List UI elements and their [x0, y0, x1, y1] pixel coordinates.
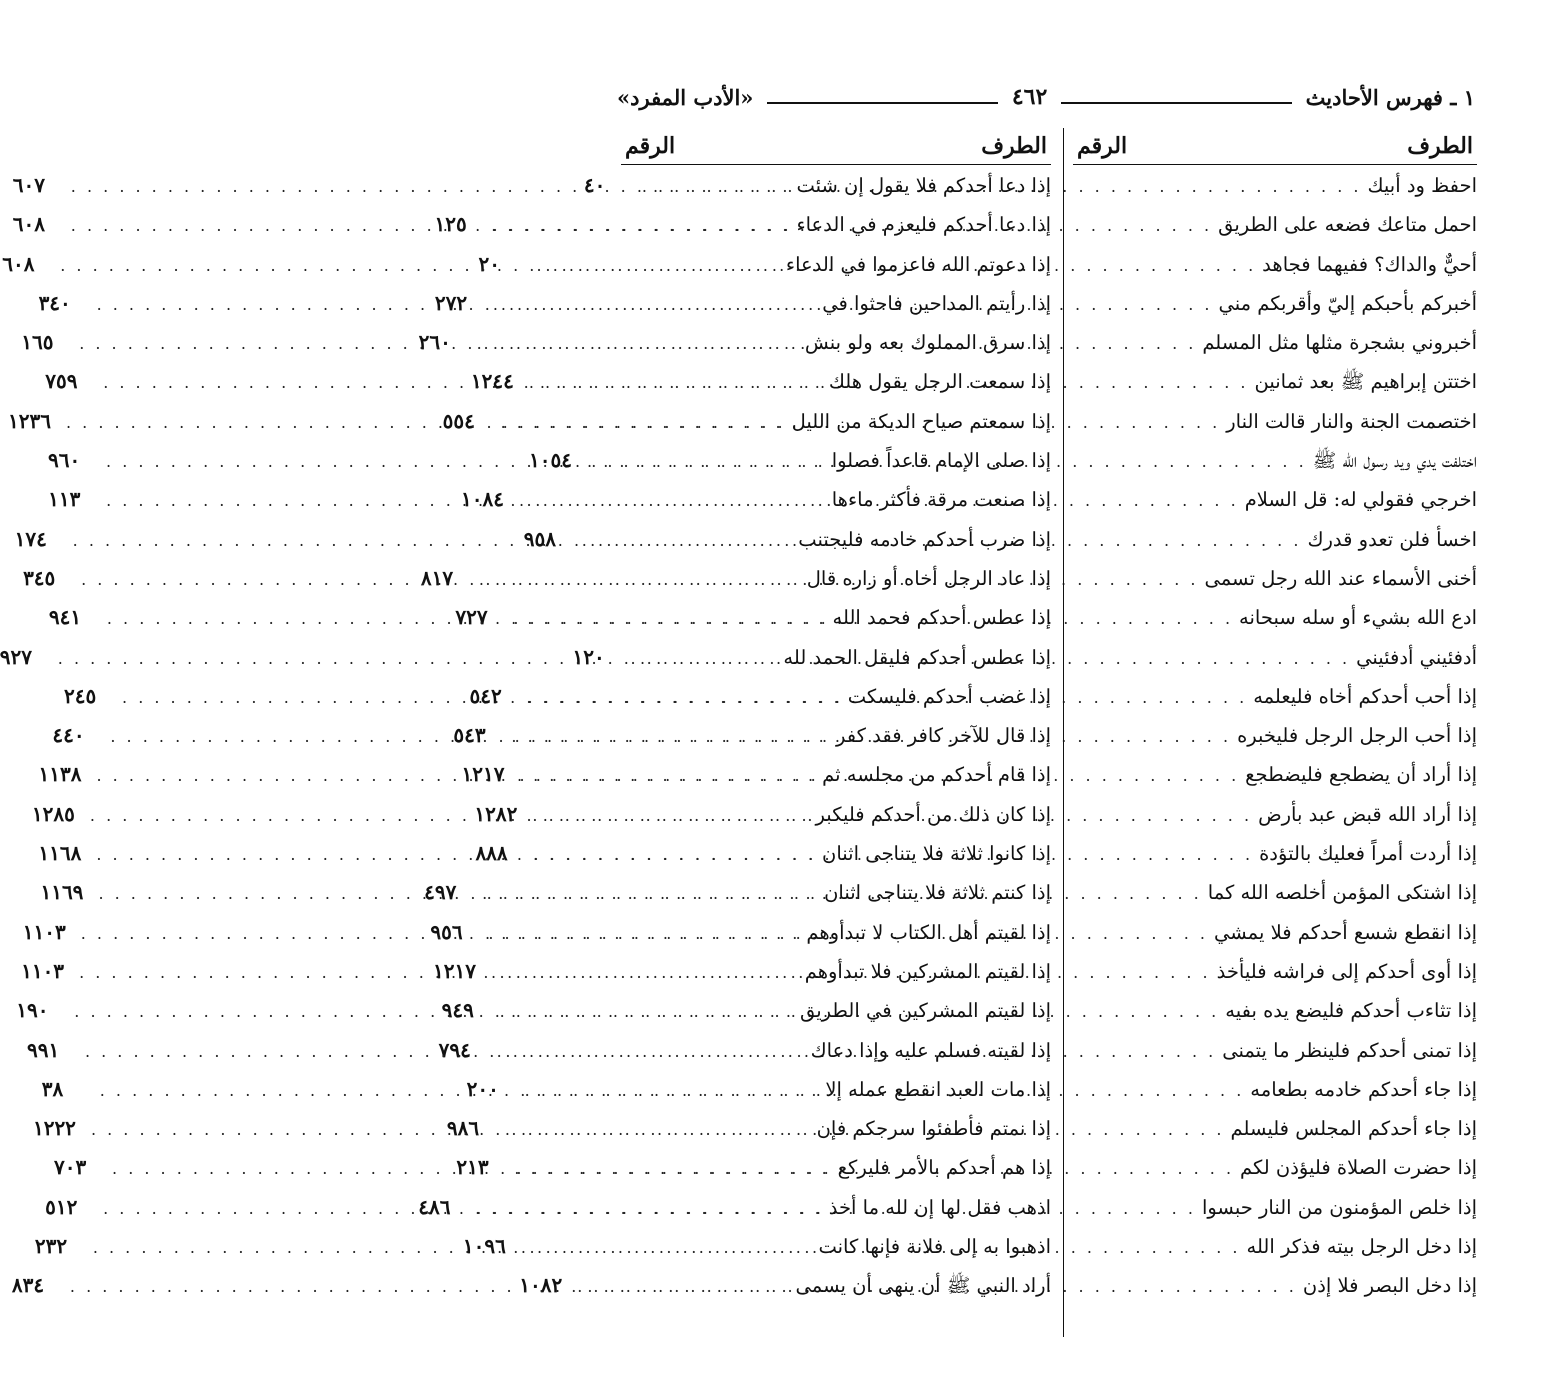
entry-text: ادع الله بشيء أو سله سبحانه — [1239, 606, 1477, 630]
chapter-title: ١ ـ فهرس الأحاديث — [1305, 84, 1475, 110]
entry-number: ٨٨٨ — [475, 841, 508, 866]
entry-number: ١٠٨٤ — [461, 487, 504, 512]
entry-text: أراد النبي ﷺ أن ينهى أن يسمى — [795, 1274, 1051, 1298]
entry-number: ١٢٤٤ — [470, 369, 514, 394]
leader-dots — [103, 373, 823, 392]
entry-number: ٤٩٧ — [424, 880, 457, 905]
entry-text: أدفئيني أدفئيني — [1356, 645, 1477, 669]
entry-number: ٥٤٢ — [469, 683, 502, 708]
entry-text: إذا لقيتم المشركين فلا تبدأوهم — [804, 959, 1051, 983]
entry-number: ٢١٣ — [456, 1155, 489, 1180]
entry-text: إذا هم أحدكم بالأمر فليركع — [837, 1156, 1051, 1180]
entry-number: ١١٦٩ — [40, 880, 84, 905]
entry-number: ١١٠٣ — [21, 958, 65, 983]
leader-dots — [74, 1002, 794, 1021]
entry-number: ٥٤٣ — [453, 723, 486, 748]
entry-text: إذا صلى الإمام قاعداً فصلوا — [831, 449, 1051, 473]
entry-number: ٣٤٥ — [23, 565, 56, 590]
entry-text: إذا حضرت الصلاة فليؤذن لكم — [1240, 1156, 1477, 1180]
entry-number: ٢٠ — [478, 251, 500, 276]
entry-text: إذا أردت أمراً فعليك بالتؤدة — [1259, 842, 1477, 866]
leader-dots — [81, 924, 801, 943]
leader-dots — [58, 649, 778, 668]
entry-text: إذا جاء أحدكم المجلس فليسلم — [1230, 1117, 1477, 1141]
leader-dots — [100, 1081, 820, 1100]
entry-number: ١١٠٣ — [22, 919, 66, 944]
entry-number: ٩٤٩ — [441, 998, 474, 1023]
entry-number: ١٢٨٥ — [31, 801, 75, 826]
leader-dots — [66, 413, 786, 432]
entry-text: إذا أوى أحدكم إلى فراشه فليأخذ — [1216, 959, 1477, 983]
entry-number: ٤٤٠ — [52, 723, 85, 748]
leader-dots — [79, 963, 799, 982]
entry-number: ١٢٠ — [572, 644, 605, 669]
entry-text: إذا ضرب أحدكم خادمه فليجتنب — [798, 527, 1051, 551]
leader-dots — [71, 177, 791, 196]
entry-text: إذا خلص المؤمنون من النار حبسوا — [1201, 1195, 1477, 1219]
leader-dots — [103, 1199, 823, 1218]
leader-dots — [85, 1042, 805, 1061]
entry-number: ١٢١٧ — [432, 958, 476, 983]
entry-number: ٢٦٠ — [418, 330, 451, 355]
entry-text: إذا دعوتم الله فاعزموا في الدعاء — [785, 252, 1051, 276]
entry-number: ٢٤٥ — [64, 683, 97, 708]
entry-text: إذا أحب أحدكم أخاه فليعلمه — [1253, 684, 1477, 708]
entry-text: اذهبوا به إلى فلانة فإنها كانت — [818, 1235, 1051, 1259]
entry-text: أحيٌّ والداك؟ ففيهما فجاهد — [1262, 252, 1477, 276]
entry-number: ١٠٨٢ — [519, 1273, 563, 1298]
leader-dots — [106, 491, 826, 510]
entry-text: اخسأ فلن تعدو قدرك — [1307, 527, 1477, 551]
entry-text: إذا تمنى أحدكم فلينظر ما يتمنى — [1222, 1038, 1477, 1062]
column-header-term: الطرف — [981, 133, 1047, 159]
entry-text: إذا أراد الله قبض عبد بأرض — [1258, 802, 1477, 826]
entry-number: ١٠٥٤ — [529, 448, 572, 473]
entry-text: إذا قام أحدكم من مجلسه ثم — [822, 763, 1051, 787]
entry-text: إذا قال للآخر كافر فقد كفر — [836, 724, 1051, 748]
entry-text: إذا عاد الرجل أخاه أو زاره قال — [806, 566, 1051, 590]
leader-dots — [106, 452, 826, 471]
entry-number: ٤٨٦ — [418, 1194, 451, 1219]
entry-text: إذا تثاءب أحدكم فليضع يده بفيه — [1225, 999, 1477, 1023]
entry-number: ٧٥٩ — [45, 369, 78, 394]
header-rule-left — [767, 102, 997, 104]
entry-number: ١٢٨٢ — [474, 801, 518, 826]
entry-number: ٨١٧ — [420, 565, 454, 590]
leader-dots — [60, 256, 780, 275]
entry-text: اختتن إبراهيم ﷺ بعد ثمانين — [1254, 370, 1477, 394]
entry-number: ٣٤٠ — [38, 290, 71, 315]
entry-text: إذا دخل الرجل بيته فذكر الله — [1246, 1235, 1477, 1259]
entry-number: ٨٣٤ — [11, 1273, 45, 1298]
leader-dots — [112, 1159, 832, 1178]
entry-text: اخرجي فقولي له: قل السلام — [1244, 488, 1477, 512]
entry-text: إذا لقيتم المشركين في الطريق — [799, 999, 1051, 1023]
entry-number: ١٩٠ — [16, 998, 49, 1023]
entry-text: احفظ ود أبيك — [1367, 174, 1477, 197]
entry-number: ٩٢٧ — [0, 644, 32, 669]
entry-text: أخبروني بشجرة مثلها مثل المسلم — [1202, 331, 1477, 355]
entry-text: إذا صنعت مرقة فأكثر ماءها — [831, 488, 1051, 512]
entry-text: إذا عطس أحدكم فحمد الله — [832, 606, 1051, 630]
entry-number: ٩٤١ — [48, 605, 82, 630]
header-rule-right — [1061, 102, 1291, 104]
entry-number: ٥١٢ — [45, 1194, 78, 1219]
entry-text: إذا عطس أحدكم فليقل الحمد لله — [783, 645, 1051, 669]
leader-dots — [90, 806, 810, 825]
entry-text: إذا أحب الرجل الرجل فليخبره — [1237, 724, 1477, 748]
entry-number: ١٧٤ — [14, 526, 47, 551]
entry-number: ٩٩١ — [26, 1037, 60, 1062]
entry-text: إذا سمعتم صياح الديكة من الليل — [791, 409, 1051, 433]
page-header — [617, 80, 1475, 114]
leader-dots — [79, 334, 799, 353]
leader-dots — [93, 1238, 813, 1257]
column-header-number: الرقم — [625, 133, 676, 159]
entry-number: ١٦٥ — [21, 330, 54, 355]
entry-number: ٢٣٢ — [34, 1234, 68, 1259]
leader-dots — [96, 766, 816, 785]
page-number: ٤٦٢ — [1011, 84, 1048, 110]
entry-number: ١١٣ — [48, 487, 81, 512]
entry-number: ١٢٣٦ — [7, 408, 51, 433]
entry-text: إذا كنتم ثلاثة فلا يتناجى اثنان — [824, 881, 1051, 905]
entry-text: اختلفت يدي ويد رسول الله ﷺ — [1312, 449, 1477, 473]
entry-text: اذهب فقل لها إن لله ما أخذ — [828, 1195, 1051, 1219]
entry-text: إذا نمتم فأطفئوا سرجكم فإن — [816, 1117, 1051, 1141]
entry-text: إذا غضب أحدكم فليسكت — [847, 684, 1051, 708]
entry-text: اختصمت الجنة والنار قالت النار — [1226, 409, 1477, 433]
leader-dots — [122, 688, 842, 707]
entry-number: ١١٣٨ — [38, 762, 82, 787]
entry-text: إذا جاء أحدكم خادمه بطعامه — [1250, 1077, 1477, 1101]
entry-number: ٧٠٣ — [54, 1155, 87, 1180]
entry-number: ١٢٥ — [434, 212, 467, 237]
leader-dots — [96, 845, 816, 864]
entry-text: إذا دخل البصر فلا إذن — [1302, 1274, 1477, 1298]
entry-text: إذا لقيته فسلم عليه وإذا دعاك — [810, 1038, 1051, 1062]
entry-text: احمل متاعك فضعه على الطريق — [1218, 213, 1477, 237]
leader-dots — [97, 295, 817, 314]
column-header — [621, 128, 1051, 165]
entry-text: إذا اشتكى المؤمن أخلصه الله كما — [1207, 881, 1477, 905]
entry-text: إذا مات العبد انقطع عمله إلا — [825, 1077, 1051, 1101]
book-title: «الأدب المفرد» — [617, 84, 754, 110]
entry-text: أخنى الأسماء عند الله رجل تسمى — [1204, 566, 1477, 590]
entry-number: ٦٠٨ — [12, 212, 46, 237]
entry-number: ٢٧٢ — [434, 290, 468, 315]
entry-number: ١٢١٧ — [461, 762, 505, 787]
column-header — [1073, 128, 1477, 165]
leader-dots — [70, 1277, 790, 1296]
entry-text: إذا دعا أحدكم فلا يقول إن شئت — [796, 174, 1051, 197]
entry-number: ٩٥٦ — [430, 919, 463, 944]
column-header-term: الطرف — [1407, 133, 1473, 159]
entry-number: ٦٠٧ — [12, 173, 46, 197]
leader-dots — [81, 570, 801, 589]
leader-dots — [91, 1120, 811, 1139]
entry-text: إذا انقطع شسع أحدكم فلا يمشي — [1214, 920, 1477, 944]
entry-text: إذا دعا أحدكم فليعزم في الدعاء — [796, 213, 1051, 237]
column-divider — [1063, 128, 1064, 1337]
leader-dots — [107, 609, 827, 628]
leader-dots — [71, 216, 791, 235]
leader-dots — [98, 884, 818, 903]
entry-number: ٧٢٧ — [455, 605, 488, 630]
entry-text: إذا كان ذلك من أحدكم فليكبر — [815, 802, 1051, 826]
entry-number: ٩٨٦ — [446, 1116, 480, 1141]
entry-text: أخبركم بأحبكم إليّ وأقربكم مني — [1218, 291, 1477, 315]
entry-number: ١٠٩٦ — [462, 1234, 506, 1259]
entry-number: ٤٠ — [583, 173, 606, 197]
entry-number: ٧٩٤ — [438, 1037, 471, 1062]
leader-dots — [110, 727, 830, 746]
entry-number: ١٢٢٢ — [32, 1116, 76, 1141]
entry-number: ٥٥٤ — [442, 408, 475, 433]
column-header-number: الرقم — [1077, 133, 1128, 159]
entry-text: إذا لقيتم أهل الكتاب لا تبدأوهم — [806, 920, 1051, 944]
entry-number: ٩٦٠ — [48, 448, 81, 473]
entry-text: إذا أراد أن يضطجع فليضطجع — [1245, 763, 1477, 787]
entry-text: إذا سمعت الرجل يقول هلك — [828, 370, 1051, 394]
entry-number: ٣٨ — [41, 1076, 64, 1101]
entry-number: ١١٦٨ — [38, 841, 82, 866]
entry-text: إذا كانوا ثلاثة فلا يتناجى اثنان — [822, 842, 1051, 866]
entry-text: إذا رأيتم المداحين فاحثوا في — [822, 291, 1051, 315]
entry-number: ٩٥٨ — [523, 526, 557, 551]
entry-number: ٦٠٨ — [2, 251, 35, 276]
leader-dots — [73, 531, 793, 550]
entry-number: ٢٠٠ — [466, 1076, 499, 1101]
entry-text: إذا سرق المملوك بعه ولو بنش — [804, 331, 1051, 355]
